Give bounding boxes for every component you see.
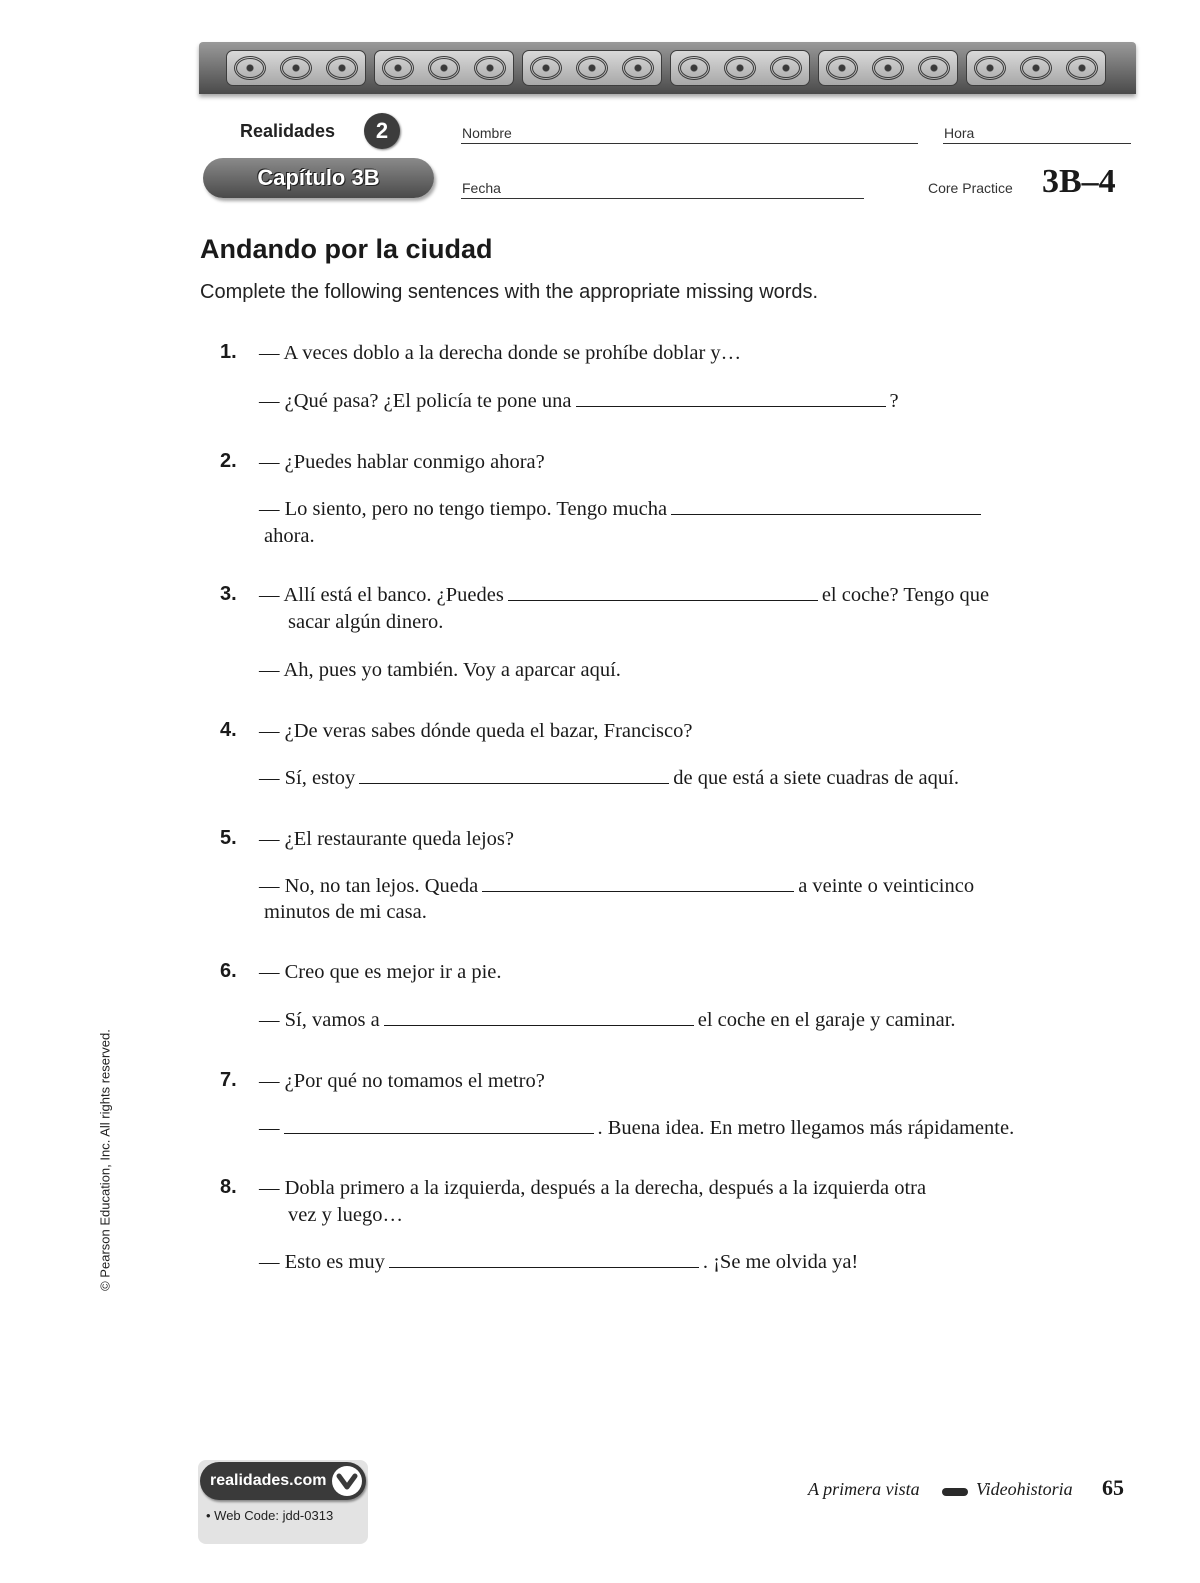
- item-prompt: [259, 582, 989, 608]
- decorative-tile: [226, 50, 366, 86]
- item-number: 1.: [220, 341, 237, 363]
- answer-blank[interactable]: [508, 584, 818, 601]
- answer-blank[interactable]: [389, 1251, 699, 1268]
- answer-blank[interactable]: [671, 498, 981, 515]
- item-prompt: — A veces doblo a la derecha donde se prohíbe doblar y…: [259, 342, 742, 364]
- answer-blank[interactable]: [284, 1117, 594, 1134]
- response-text: — Sí, vamos a: [259, 1009, 380, 1031]
- decorative-tile: [670, 50, 810, 86]
- item-response: [259, 496, 985, 522]
- item-number: 7.: [220, 1069, 237, 1091]
- response-continuation: minutos de mi casa.: [264, 901, 427, 923]
- response-text: . ¡Se me olvida ya!: [702, 1251, 859, 1273]
- response-text: a veinte o veinticinco: [798, 875, 975, 897]
- item-response: [259, 1007, 956, 1033]
- response-text: el coche en el garaje y caminar.: [697, 1009, 956, 1031]
- level-badge: 2: [364, 113, 400, 149]
- item-prompt: — Dobla primero a la izquierda, después a la derecha, después a la izquierda otra: [259, 1177, 927, 1199]
- response-text: — Lo siento, pero no tengo tiempo. Tengo mucha: [259, 498, 668, 520]
- response-text: — Esto es muy: [259, 1251, 385, 1273]
- item-response: — Ah, pues yo también. Voy a aparcar aquí.: [259, 659, 621, 681]
- item-response: [259, 765, 959, 791]
- practice-code: 3B–4: [1042, 163, 1116, 200]
- item-response: [259, 1249, 858, 1275]
- answer-blank[interactable]: [359, 767, 669, 784]
- response-text: de que está a siete cuadras de aquí.: [673, 767, 959, 789]
- hora-label: Hora: [944, 125, 975, 141]
- decorative-tile: [966, 50, 1106, 86]
- series-name: Realidades: [240, 121, 336, 141]
- response-text: — No, no tan lejos. Queda: [259, 875, 479, 897]
- decorative-header-band: [199, 42, 1136, 94]
- fecha-label: Fecha: [462, 180, 501, 196]
- response-text: —: [259, 1117, 280, 1139]
- item-prompt: — ¿Puedes hablar conmigo ahora?: [259, 451, 545, 473]
- item-response: [259, 1115, 1014, 1141]
- prompt-text: — Allí está el banco. ¿Puedes: [259, 584, 504, 606]
- answer-blank[interactable]: [576, 390, 886, 407]
- nombre-field[interactable]: [461, 143, 918, 144]
- page-title: Andando por la ciudad: [200, 234, 493, 264]
- response-text: . Buena idea. En metro llegamos más rápidamente.: [597, 1117, 1015, 1139]
- hora-field[interactable]: [943, 143, 1131, 144]
- prompt-continuation: vez y luego…: [288, 1204, 403, 1226]
- item-number: 3.: [220, 583, 237, 605]
- page-number: 65: [1102, 1475, 1124, 1500]
- response-text: — Sí, estoy: [259, 767, 356, 789]
- answer-blank[interactable]: [482, 875, 794, 892]
- response-text: ?: [889, 390, 899, 412]
- item-prompt: — Creo que es mejor ir a pie.: [259, 961, 502, 983]
- item-response: [259, 873, 974, 899]
- item-number: 8.: [220, 1176, 237, 1198]
- fecha-field[interactable]: [461, 198, 864, 199]
- prompt-text: el coche? Tengo que: [821, 584, 990, 606]
- copyright-notice: © Pearson Education, Inc. All rights reserved.: [97, 1029, 113, 1291]
- decorative-tile: [818, 50, 958, 86]
- decorative-tile: [522, 50, 662, 86]
- separator-bar-icon: [942, 1488, 968, 1496]
- item-prompt: — ¿El restaurante queda lejos?: [259, 828, 514, 850]
- item-number: 6.: [220, 960, 237, 982]
- item-number: 2.: [220, 450, 237, 472]
- response-text: — ¿Qué pasa? ¿El policía te pone una: [259, 390, 572, 412]
- footer-subsection-title: Videohistoria: [976, 1479, 1073, 1499]
- answer-blank[interactable]: [384, 1009, 694, 1026]
- prompt-continuation: sacar algún dinero.: [288, 611, 444, 633]
- checkmark-icon: [332, 1466, 362, 1496]
- chapter-label: Capítulo 3B: [203, 158, 434, 198]
- item-number: 5.: [220, 827, 237, 849]
- nombre-label: Nombre: [462, 125, 512, 141]
- instructions: Complete the following sentences with the appropriate missing words.: [200, 281, 819, 303]
- decorative-tile: [374, 50, 514, 86]
- web-code: • Web Code: jdd-0313: [206, 1508, 334, 1523]
- response-continuation: ahora.: [264, 525, 315, 547]
- footer-section-title: A primera vista: [808, 1479, 920, 1499]
- item-number: 4.: [220, 719, 237, 741]
- item-prompt: — ¿Por qué no tomamos el metro?: [259, 1070, 545, 1092]
- item-prompt: — ¿De veras sabes dónde queda el bazar, Francisco?: [259, 720, 693, 742]
- item-response: [259, 388, 899, 414]
- website-label: realidades.com: [210, 1472, 327, 1489]
- website-link[interactable]: [200, 1462, 366, 1500]
- core-practice-label: Core Practice: [928, 180, 1013, 196]
